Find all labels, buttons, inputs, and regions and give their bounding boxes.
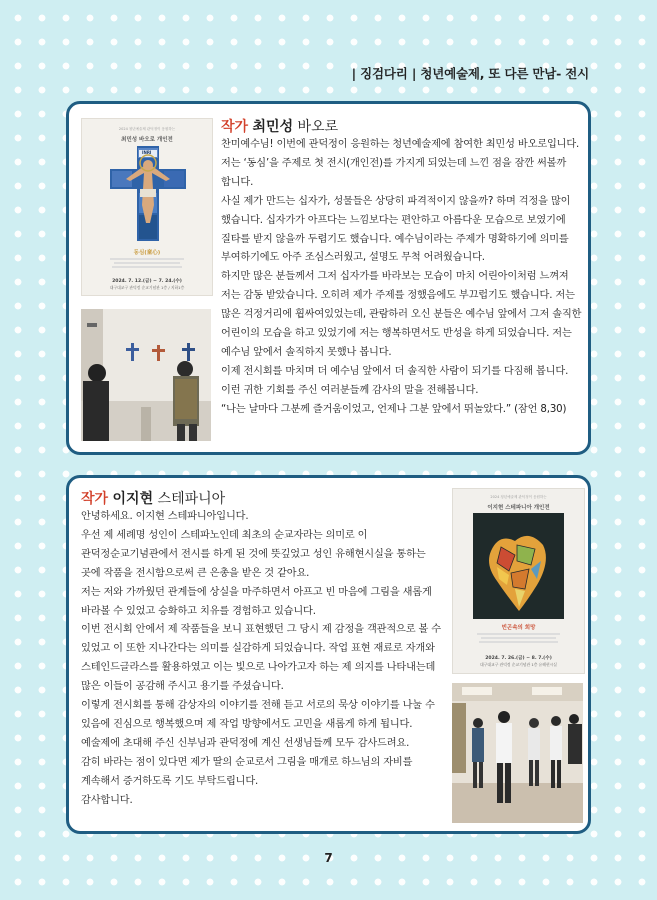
- artist-text-choi: [221, 136, 583, 420]
- paragraph: “나는 날마다 그분께 즐거움이었고, 언제나 그분 앞에서 뛰놀았다.” (잠언 8,30): [221, 403, 567, 415]
- paragraph: 이번 전시회 안에서 제 작품들을 보니 표현했던 그 당시 제 감정을 객관적으로 볼 수 있었고 이 또한 지나간다는 의미를 실감하게 되었습니다. 작업 표현 재료로 자개와 스테인드글라스를 활용하였고 이는 빛으로 나아가고자 하는 제 의지를 나타내는데 많은 이들이 공감해 주시고 용기를 주셨습니다.: [81, 624, 441, 693]
- artist-label: 작가: [81, 491, 109, 507]
- page-number: 7: [324, 851, 333, 865]
- artist-name: 이지현: [112, 491, 154, 507]
- artist-card-lee: [66, 475, 591, 834]
- poster-description-lines: [82, 256, 212, 276]
- exhibition-poster-lee: [452, 488, 585, 674]
- poster-venue: 대구대교구 관덕정 순교기념관 1층 유해현시실: [480, 662, 557, 667]
- artist-title-choi: [221, 116, 338, 136]
- paragraph: 저는 저와 가까웠던 관계들에 상실을 마주하면서 아프고 빈 마음에 그림을 새롭게 바라볼 수 있었고 승화하고 치유를 경험하고 있습니다.: [81, 586, 432, 617]
- exhibition-photo-lee: [452, 683, 583, 823]
- poster-venue: 대구대교구 관덕정 순교기념관 1층 / 지하1층: [109, 285, 185, 290]
- paragraph: 찬미예수님! 이번에 관덕정이 응원하는 청년예술제에 참여한 최민성 바오로입니다. 저는 ‘동심’을 주제로 첫 전시(개인전)를 가지게 되었는데 느낀 점을 잠깐 써볼까 합니다.: [221, 139, 580, 188]
- paragraph: 우선 제 세례명 성인이 스테파노인데 최초의 순교자라는 의미로 이 관덕정순교기념관에서 전시를 하게 된 것에 뜻깊었고 성인 유해현시실을 통하는 곳에 작품을 전시함으로써 큰 은총을 받은 것 같아요.: [81, 529, 426, 579]
- paragraph: 예술제에 초대해 주신 신부님과 관덕정에 계신 선생님들께 모두 감사드려요.: [81, 737, 410, 749]
- poster-small-top: 2024 청년예술제 관덕정이 응원하는: [118, 127, 176, 131]
- artist-label: 작가: [221, 119, 249, 135]
- poster-subtitle: 동심(童心): [133, 250, 161, 256]
- poster-dates: 2024. 7. 26.(금) ~ 8. 7.(수): [485, 656, 552, 661]
- paragraph: 이제 전시회를 마치며 더 예수님 앞에서 더 솔직한 사람이 되기를 다짐해 봅니다. 이런 귀한 기회를 주신 여러분들께 감사의 말을 전해봅니다.: [221, 365, 569, 396]
- poster-small-top: 2024 청년예술제 관덕정이 응원하는: [490, 495, 547, 499]
- paragraph: 안녕하세요. 이지현 스테파니아입니다.: [81, 511, 249, 522]
- section-header: | 징검다리 | 청년예술제, 또 다른 만남- 전시: [351, 66, 589, 81]
- exhibition-photo-choi: [81, 309, 211, 441]
- poster-title: 이지현 스테파니아 개인전: [487, 505, 550, 511]
- artist-name: 최민성: [252, 119, 294, 135]
- gallery-visitors-photo-icon: [81, 309, 211, 441]
- poster-dates: 2024. 7. 12.(금) ~ 7. 24.(수): [112, 279, 182, 284]
- paragraph: 감히 바라는 점이 있다면 제가 딸의 순교로서 그림을 매개로 하느님의 자비를 계속해서 증거하도록 기도 부탁드립니다.: [81, 756, 413, 787]
- artist-title-lee: [81, 488, 225, 508]
- artist-card-choi: [66, 101, 591, 455]
- poster-subtitle: 빈곤속의 희망: [501, 625, 536, 631]
- artist-baptism-name: 스테파니아: [157, 491, 226, 507]
- paragraph: 감사합니다.: [81, 794, 133, 806]
- gallery-group-photo-icon: [452, 683, 583, 823]
- poster-inri: INRI: [142, 150, 152, 155]
- artist-baptism-name: 바오로: [297, 119, 339, 135]
- artist-text-lee: [81, 508, 443, 811]
- exhibition-poster-choi: [81, 118, 213, 296]
- paragraph: 사실 제가 만드는 십자가, 성물들은 상당히 파격적이지 않을까? 하며 걱정을 많이 했습니다. 십자가가 아프다는 느낌보다는 편안하고 아름다운 모습으로 보였기에 질타를 받지 않을까 두렵기도 했습니다. 예수님이라는 주제가 명확하기에 의미를 부여하기에도 아주 조심스러웠고, 설명도 무척 어려웠습니다.: [221, 195, 571, 264]
- poster-title: 최민성 바오로 개인전: [121, 137, 173, 143]
- paragraph: 하지만 많은 분들께서 그저 십자가를 바라보는 모습이 마치 어린아이처럼 느껴져 저는 감동 받았습니다. 오히려 제가 주제를 정했음에도 부끄럽기도 했습니다. 저는 많은 걱정거리에 휩싸여있었는데, 관람하러 오신 분들은 예수님 앞에서 그저 솔직한 어린이의 모습을 하고 있었기에 저는 행복하면서도 반성을 하게 되었습니다. 저는 예수님 앞에서 솔직하지 못했나 봅니다.: [221, 271, 582, 358]
- paragraph: 이렇게 전시회를 통해 감상자의 이야기를 전해 듣고 서로의 묵상 이야기를 나눌 수 있음에 진심으로 행복했으며 제 작업 방향에서도 고민을 새롭게 하게 됩니다.: [81, 700, 435, 730]
- poster-description-lines: [453, 631, 584, 651]
